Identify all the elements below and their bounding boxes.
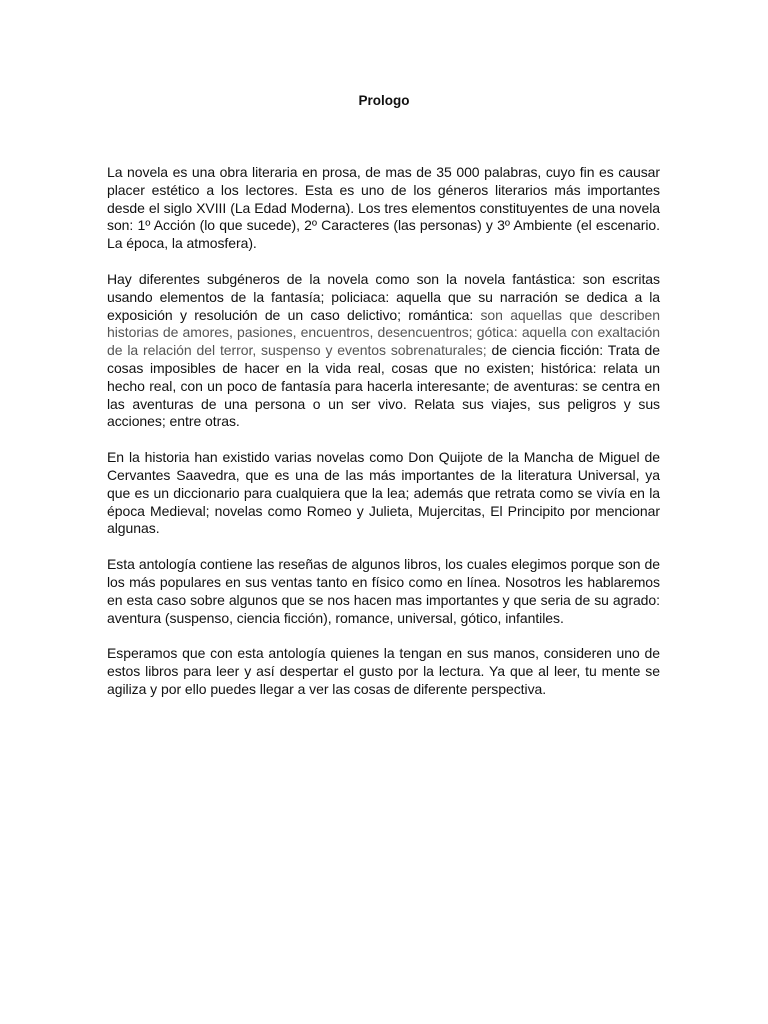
paragraph-history	[107, 449, 660, 538]
document-body	[107, 164, 660, 717]
paragraph-text: de ciencia ficción: Trata de cosas imposibles de hacer en la vida real, cosas que no existen; histórica: relata un hecho real, con un poco de fantasía para hacerla interesante; de aventuras: se centra en las aventuras de una persona o un ser vivo. Relata sus viajes, sus peligros y sus acciones; entre otras.	[107, 342, 661, 430]
paragraph-intro	[107, 164, 660, 253]
paragraph-text: Hay diferentes subgéneros de la novela como son la novela fantástica: son escritas usando elementos de la fantasía; policiaca: aquella que su narración se dedica a la exposición y resolución de un caso delictivo; romántica:	[107, 270, 660, 323]
paragraph-text: Esperamos que con esta antología quienes la tengan en sus manos, consideren uno de estos libros para leer y así despertar el gusto por la lectura. Ya que al leer, tu mente se agiliza y por ello puedes llegar a ver las cosas de diferente perspectiva.	[107, 645, 660, 697]
paragraph-text: En la historia han existido varias novelas como Don Quijote de la Mancha de Miguel de Cervantes Saavedra, que es una de las más importantes de la literatura Universal, ya que es un diccionario para cualquiera que la lea; además que retrata como se vivía en la época Medieval; novelas como Romeo y Julieta, Mujercitas, El Principito por mencionar algunas.	[107, 449, 660, 537]
paragraph-anthology	[107, 556, 660, 627]
paragraph-subgenres	[107, 271, 660, 431]
paragraph-closing	[107, 645, 660, 698]
paragraph-text-muted: son aquellas que describen historias de amores, pasiones, encuentros, desencuentros; gótica: aquella con exaltación de la relación del terror, suspenso y eventos sobrenaturales;	[107, 306, 661, 359]
page-title: Prologo	[358, 93, 410, 108]
paragraph-text: Esta antología contiene las reseñas de algunos libros, los cuales elegimos porque son de los más populares en sus ventas tanto en físico como en línea. Nosotros les hablaremos en esta caso sobre algunos que se nos hacen mas importantes y que seria de su agrado: aventura (suspenso, ciencia ficción), romance, universal, gótico, infantiles.	[107, 556, 660, 626]
paragraph-text: La novela es una obra literaria en prosa, de mas de 35 000 palabras, cuyo fin es causar placer estético a los lectores. Esta es uno de los géneros literarios más importantes desde el siglo XVIII (La Edad Moderna). Los tres elementos constituyentes de una novela son: 1º Acción (lo que sucede), 2º Caracteres (las personas) y 3º Ambiente (el escenario. La época, la atmosfera).	[107, 164, 660, 252]
